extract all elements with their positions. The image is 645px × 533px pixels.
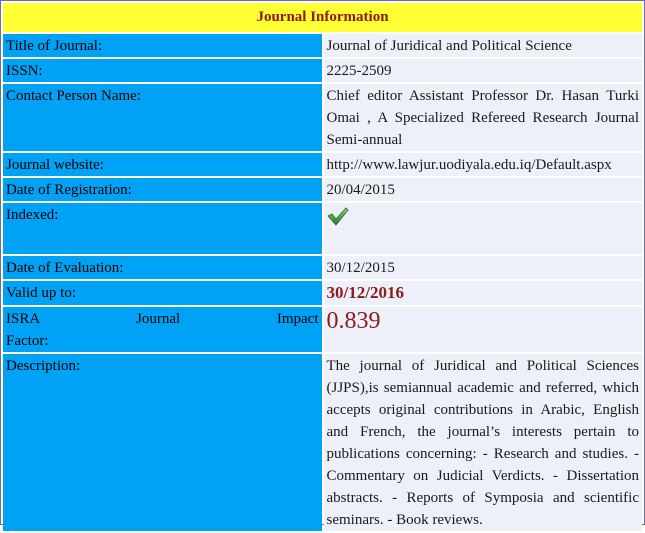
row-impact <box>3 307 642 352</box>
row-description <box>3 354 642 531</box>
valid-value <box>324 281 643 305</box>
row-issn <box>3 59 642 82</box>
title-label: Title of Journal: <box>3 34 322 57</box>
issn-value: 2225-2509 <box>324 59 643 82</box>
valid-date: 30/12/2016 <box>326 283 404 302</box>
contact-value: Chief editor Assistant Professor Dr. Hasan Turki Omai , A Specialized Refereed Research Journal Semi-annual <box>324 84 643 151</box>
title-value: Journal of Juridical and Political Science <box>324 34 643 57</box>
evaluation-label: Date of Evaluation: <box>3 256 322 279</box>
row-registration <box>3 178 642 201</box>
green-checkmark-icon <box>327 207 349 227</box>
indexed-label: Indexed: <box>3 203 322 254</box>
registration-value: 20/04/2015 <box>324 178 643 201</box>
impact-label-line1: ISRA Journal Impact <box>6 311 319 327</box>
contact-label: Contact Person Name: <box>3 84 322 151</box>
valid-label: Valid up to: <box>3 281 322 305</box>
impact-label <box>3 307 322 352</box>
journal-info-table <box>1 1 644 533</box>
indexed-value <box>324 203 643 254</box>
header-row <box>3 3 642 32</box>
row-evaluation <box>3 256 642 279</box>
description-value: The journal of Juridical and Political Sciences (JJPS),is semiannual academic and referred, which accepts original contributions in Arabic, English and French, the journal’s interests pertain to publications concerning: - Research and studies. - Commentary on Judicial Verdicts. - Dissertation abstracts. - Reports of Symposia and scientific seminars. - Book reviews. <box>324 354 643 531</box>
table-header: Journal Information <box>3 3 642 32</box>
impact-label-line2: Factor: <box>6 333 49 349</box>
impact-factor: 0.839 <box>326 308 381 334</box>
row-title <box>3 34 642 57</box>
description-label: Description: <box>3 354 322 531</box>
website-label: Journal website: <box>3 153 322 176</box>
row-valid <box>3 281 642 305</box>
website-value: http://www.lawjur.uodiyala.edu.iq/Default.aspx <box>324 153 643 176</box>
row-website <box>3 153 642 176</box>
row-contact <box>3 84 642 151</box>
issn-label: ISSN: <box>3 59 322 82</box>
row-indexed <box>3 203 642 254</box>
evaluation-value: 30/12/2015 <box>324 256 643 279</box>
impact-value <box>324 307 643 352</box>
registration-label: Date of Registration: <box>3 178 322 201</box>
